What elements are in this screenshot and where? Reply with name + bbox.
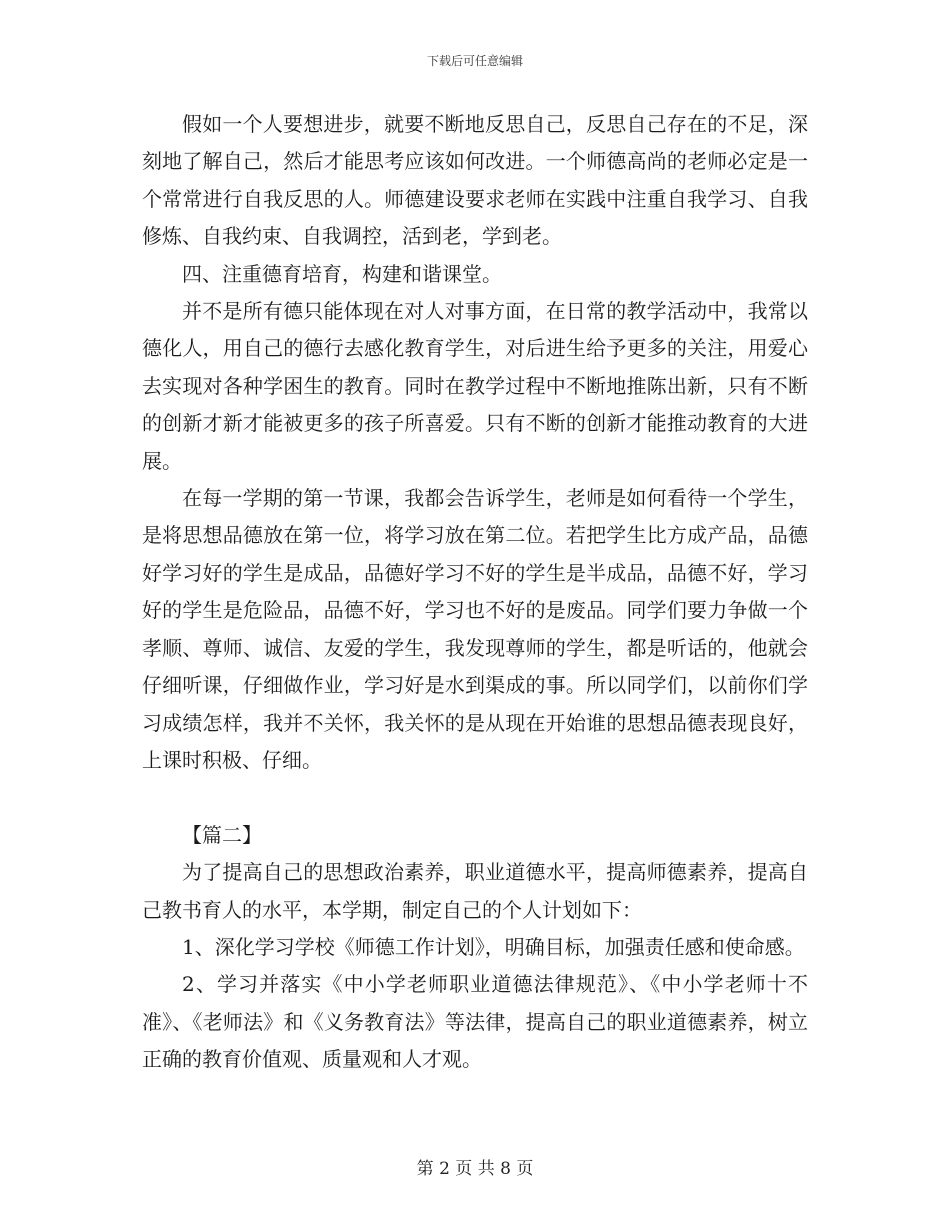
list-item: 1、深化学习学校《师德工作计划》，明确目标，加强责任感和使命感。	[182, 934, 805, 959]
paragraph: 假如一个人要想进步，就要不断地反思自己，反思自己存在的不足，深刻地了解自己，然后才能思考应该如何改进。一个师德高尚的老师必定是一个常常进行自我反思的人。师德建设要求老师在实践中注重自我学习、自我修炼、自我约束、自我调控，活到老，学到老。	[142, 112, 808, 249]
page-header: 下载后可任意编辑	[426, 54, 523, 68]
section-heading: 四、注重德育培育，构建和谐课堂。	[182, 261, 502, 286]
list-item: 2、学习并落实《中小学老师职业道德法律规范》、《中小学老师十不准》、《老师法》和《义务教育法》等法律，提高自己的职业道德素养，树立正确的教育价值观、质量观和人才观。	[142, 972, 808, 1072]
paragraph: 在每一学期的第一节课，我都会告诉学生，老师是如何看待一个学生，是将思想品德放在第一位，将学习放在第二位。若把学生比方成产品，品德好学习好的学生是成品，品德好学习不好的学生是半成品，品德不好，学习好的学生是危险品，品德不好，学习也不好的是废品。同学们要力争做一个孝顺、尊师、诚信、友爱的学生，我发现尊师的学生，都是听话的，他就会仔细听课，仔细做作业，学习好是水到渠成的事。所以同学们，以前你们学习成绩怎样，我并不关怀，我关怀的是从现在开始谁的思想品德表现良好，上课时积极、仔细。	[142, 486, 808, 772]
section-title: 【篇二】	[182, 822, 262, 847]
paragraph: 为了提高自己的思想政治素养，职业道德水平，提高师德素养，提高自己教书育人的水平，本学期，制定自己的个人计划如下：	[142, 860, 808, 922]
page-number: 第 2 页 共 8 页	[416, 1159, 534, 1179]
document-body	[142, 106, 808, 1079]
paragraph: 并不是所有德只能体现在对人对事方面，在日常的教学活动中，我常以德化人，用自己的德行去感化教育学生，对后进生给予更多的关注，用爱心去实现对各种学困生的教育。同时在教学过程中不断地推陈出新，只有不断的创新才新才能被更多的孩子所喜爱。只有不断的创新才能推动教育的大进展。	[142, 299, 808, 473]
